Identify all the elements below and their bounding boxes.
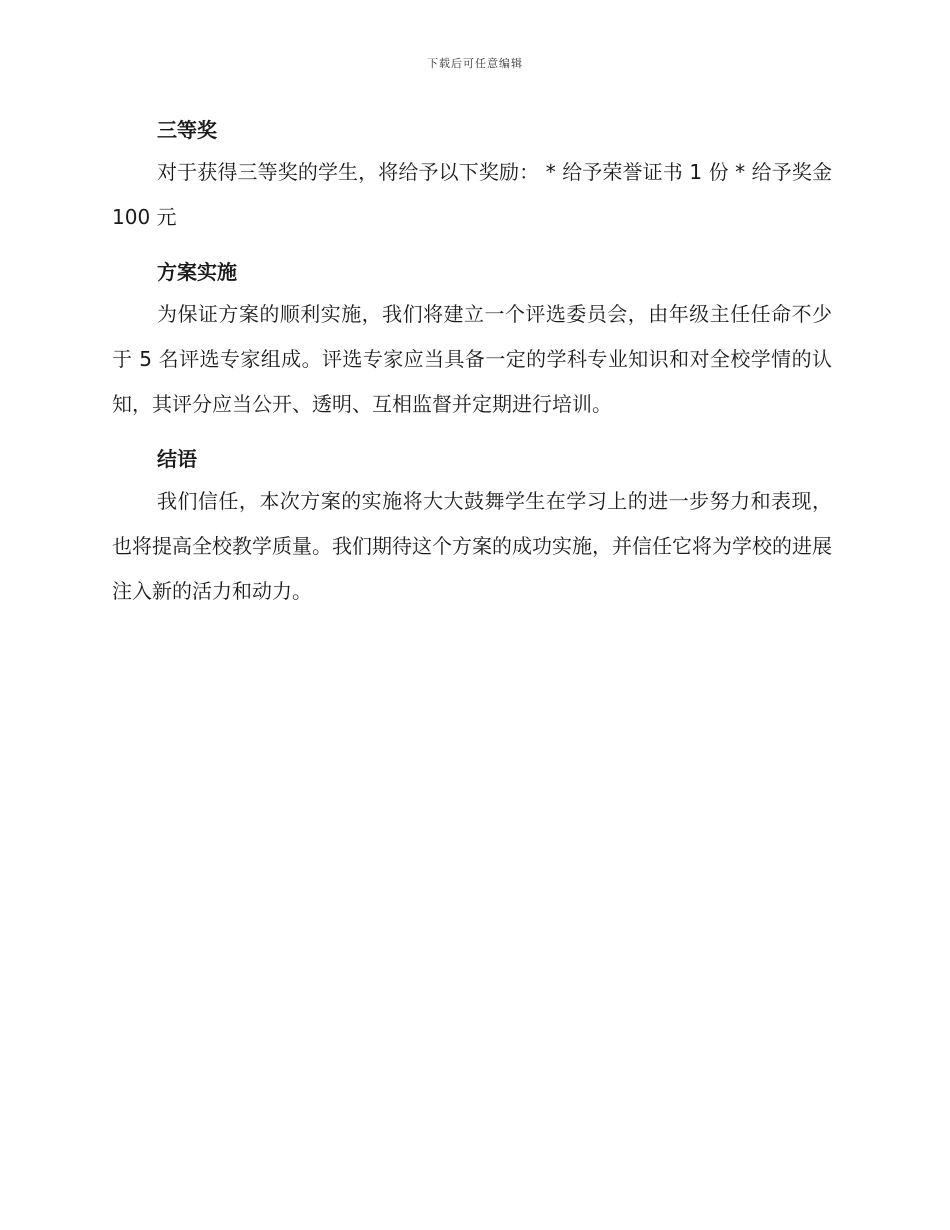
header-note: 下载后可任意编辑	[427, 57, 523, 70]
section-heading: 三等奖	[157, 118, 217, 142]
section-implementation	[112, 252, 832, 427]
section-paragraph: 为保证方案的顺利实施，我们将建立一个评选委员会，由年级主任任命不少于 5 名评选专家组成。评选专家应当具备一定的学科专业知识和对全校学情的认知，其评分应当公开、透明、互相监督并定期进行培训。	[112, 302, 832, 416]
section-heading: 结语	[157, 447, 197, 471]
section-paragraph: 我们信任，本次方案的实施将大大鼓舞学生在学习上的进一步努力和表现，也将提高全校教学质量。我们期待这个方案的成功实施，并信任它将为学校的进展注入新的活力和动力。	[112, 489, 832, 603]
section-conclusion	[112, 439, 832, 614]
section-third-prize	[112, 110, 832, 240]
section-heading: 方案实施	[157, 260, 237, 284]
document-body	[112, 110, 832, 626]
section-paragraph: 对于获得三等奖的学生，将给予以下奖励： * 给予荣誉证书 1 份 * 给予奖金 100 元	[112, 160, 832, 229]
